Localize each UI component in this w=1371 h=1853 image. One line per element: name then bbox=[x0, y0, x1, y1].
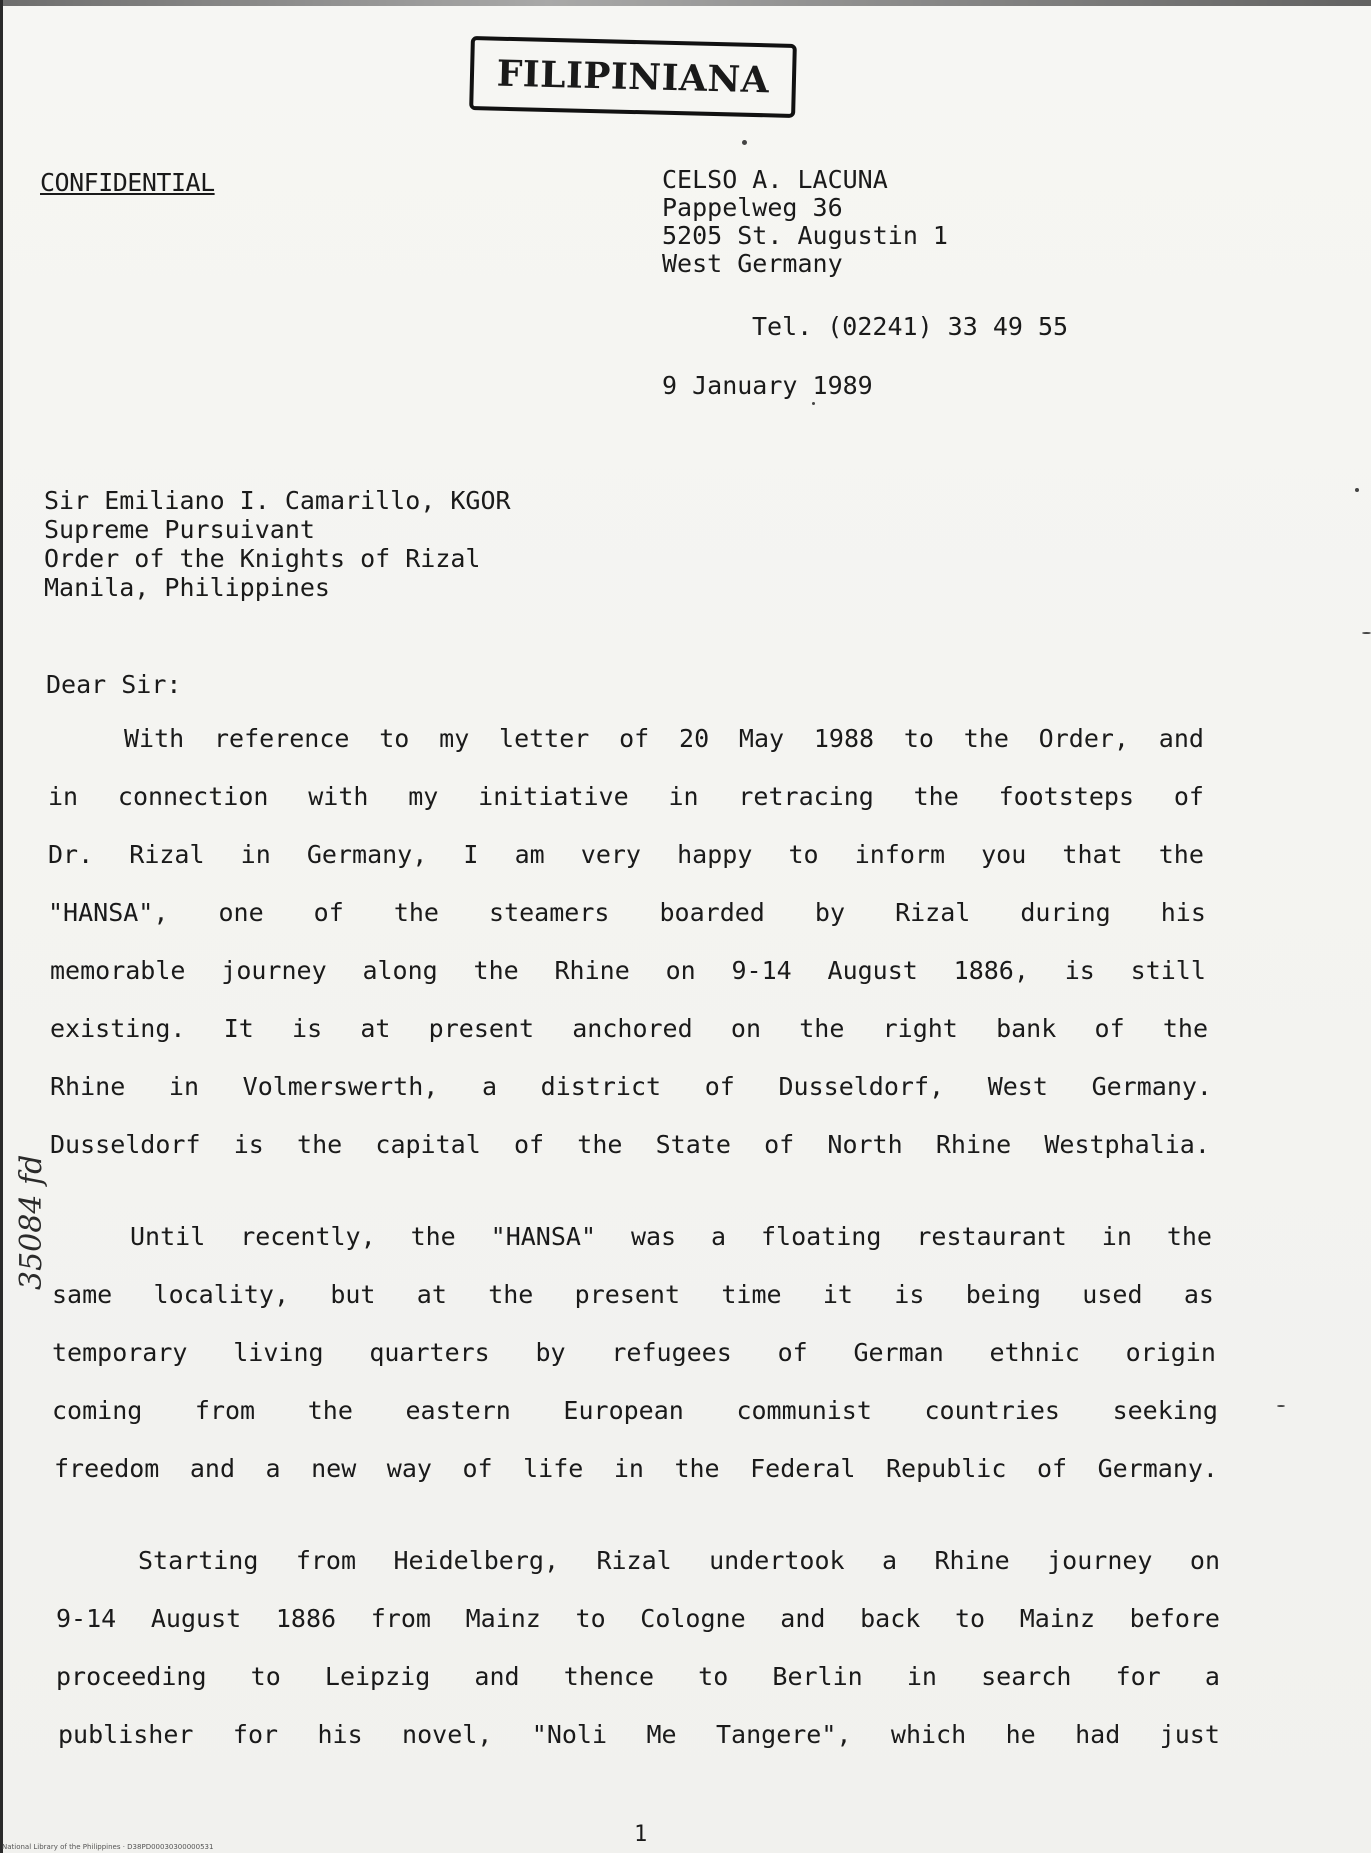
classification-label: CONFIDENTIAL bbox=[40, 168, 215, 197]
body-line: publisher for his novel, "Noli Me Tangere", which he had just bbox=[58, 1720, 1220, 1749]
recipient-org: Order of the Knights of Rizal bbox=[44, 544, 481, 573]
body-line: in connection with my initiative in retracing the footsteps of bbox=[48, 782, 1204, 811]
sender-telephone: Tel. (02241) 33 49 55 bbox=[752, 312, 1069, 341]
letter-date: 9 January 1989 bbox=[662, 371, 873, 400]
body-line: With reference to my letter of 20 May 1988 to the Order, and bbox=[124, 724, 1204, 753]
page-number: 1 bbox=[634, 1822, 648, 1847]
body-line: proceeding to Leipzig and thence to Berlin in search for a bbox=[56, 1662, 1220, 1691]
scan-speck bbox=[1362, 632, 1371, 634]
body-line: Starting from Heidelberg, Rizal undertook a Rhine journey on bbox=[138, 1546, 1220, 1575]
body-line: 9-14 August 1886 from Mainz to Cologne and back to Mainz before bbox=[56, 1604, 1220, 1633]
stamp-text: FILIPINIANA bbox=[496, 52, 770, 102]
recipient-name: Sir Emiliano I. Camarillo, KGOR bbox=[44, 486, 511, 515]
sender-country: West Germany bbox=[662, 249, 843, 278]
scan-top-edge bbox=[0, 0, 1371, 6]
filipiniana-stamp bbox=[469, 36, 797, 118]
body-line: temporary living quarters by refugees of German ethnic origin bbox=[52, 1338, 1216, 1367]
body-line: existing. It is at present anchored on the right bank of the bbox=[50, 1014, 1208, 1043]
recipient-title: Supreme Pursuivant bbox=[44, 515, 315, 544]
archive-footer-reference: National Library of the Philippines · D38PD00030300000531 bbox=[2, 1843, 214, 1851]
salutation: Dear Sir: bbox=[46, 670, 182, 699]
scan-speck bbox=[1277, 1405, 1285, 1407]
scan-speck bbox=[742, 140, 747, 145]
sender-street: Pappelweg 36 bbox=[662, 193, 843, 222]
recipient-location: Manila, Philippines bbox=[44, 573, 330, 602]
body-line: coming from the eastern European communist countries seeking bbox=[52, 1396, 1218, 1425]
body-line: Until recently, the "HANSA" was a floating restaurant in the bbox=[130, 1222, 1212, 1251]
body-line: freedom and a new way of life in the Federal Republic of Germany. bbox=[54, 1454, 1218, 1483]
scan-speck bbox=[1355, 488, 1359, 492]
sender-city: 5205 St. Augustin 1 bbox=[662, 221, 948, 250]
body-line: same locality, but at the present time it is being used as bbox=[52, 1280, 1214, 1309]
body-line: "HANSA", one of the steamers boarded by Rizal during his bbox=[48, 898, 1206, 927]
handwritten-margin-note: 35084 fd bbox=[14, 1154, 49, 1290]
scan-speck bbox=[812, 402, 815, 405]
sender-name: CELSO A. LACUNA bbox=[662, 165, 888, 194]
scan-left-edge bbox=[0, 0, 3, 1853]
body-line: Dusseldorf is the capital of the State of North Rhine Westphalia. bbox=[50, 1130, 1210, 1159]
body-line: memorable journey along the Rhine on 9-14 August 1886, is still bbox=[50, 956, 1206, 985]
sender-address bbox=[662, 166, 948, 278]
body-line: Rhine in Volmerswerth, a district of Dusseldorf, West Germany. bbox=[50, 1072, 1212, 1101]
body-line: Dr. Rizal in Germany, I am very happy to inform you that the bbox=[48, 840, 1204, 869]
recipient-address bbox=[44, 486, 511, 602]
